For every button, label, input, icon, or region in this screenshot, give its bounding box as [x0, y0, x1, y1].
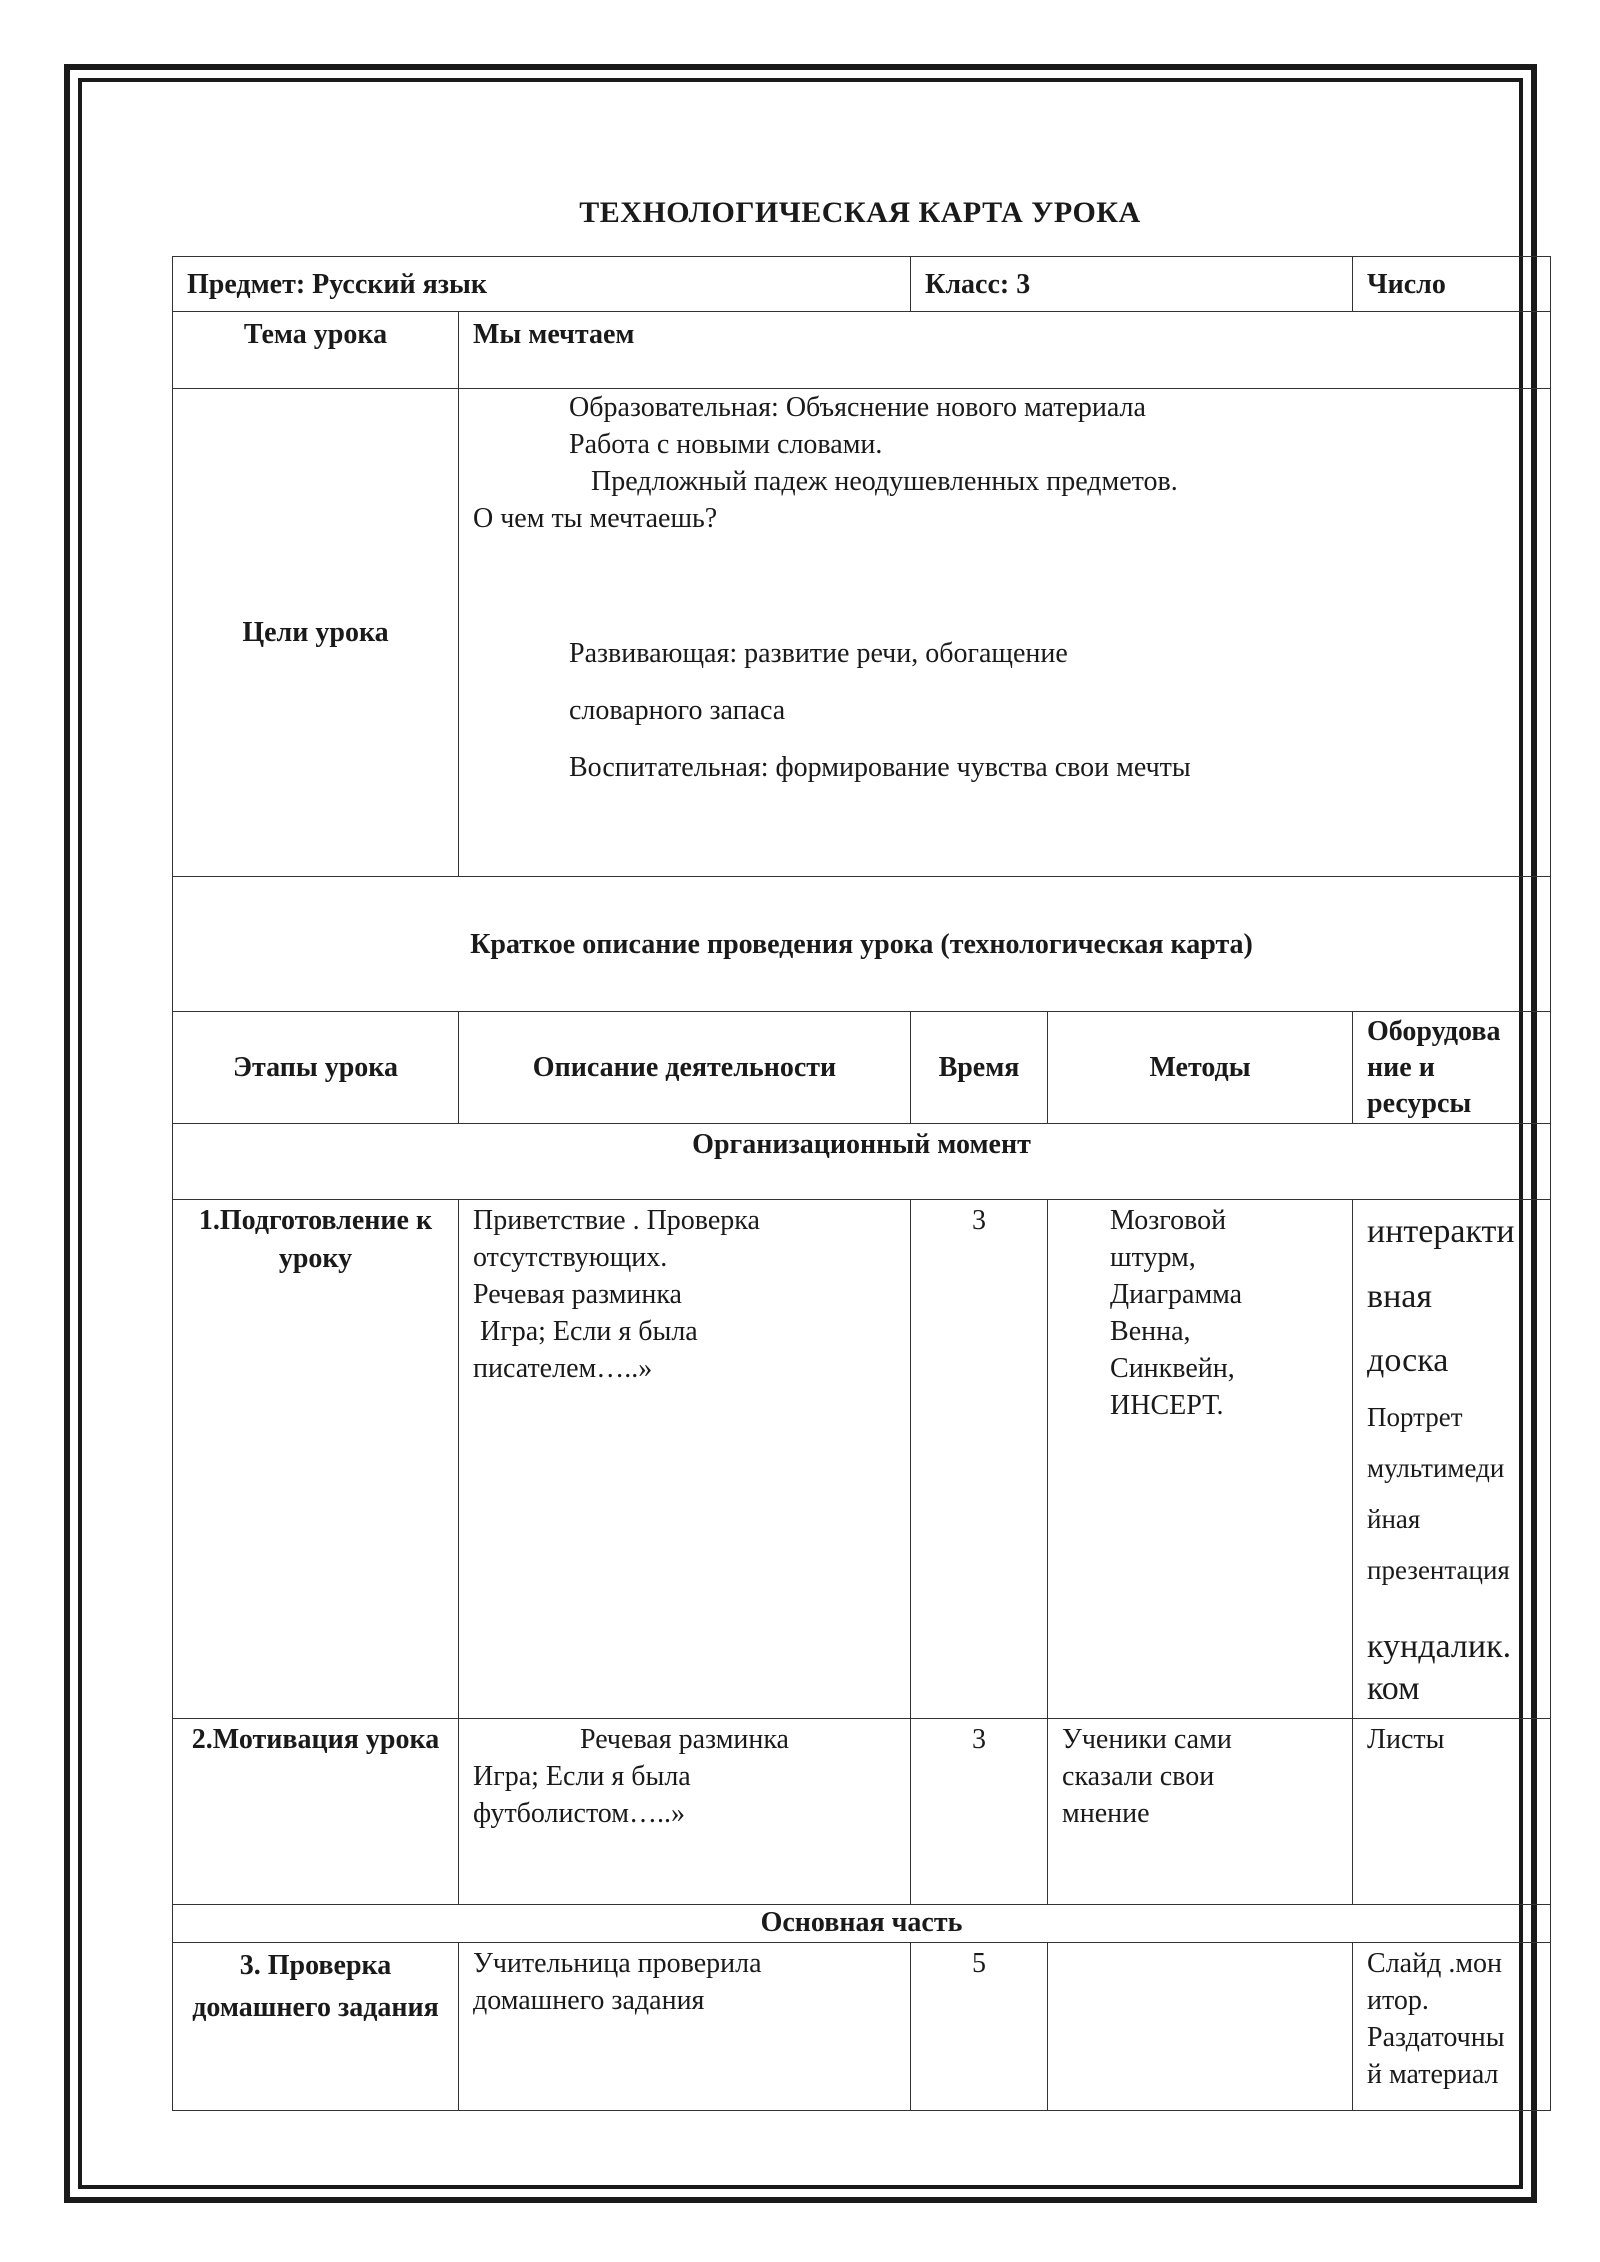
row1-resource-line: мультимеди [1367, 1453, 1505, 1483]
section-org-row [173, 1124, 1551, 1200]
row1-resource-spacer [1367, 1596, 1536, 1626]
row2-resources: Листы [1353, 1719, 1551, 1905]
row3-activity [459, 1943, 911, 2111]
row1-method-line: штурм, [1110, 1242, 1196, 1273]
row1-resource-line: кундалик. [1367, 1628, 1512, 1665]
row3-resource-line: й материал [1367, 2059, 1499, 2090]
table-row [173, 1943, 1551, 2111]
row3-activity-line: Учительница проверила [473, 1948, 762, 1979]
row1-activity-line: Приветствие . Проверка [473, 1205, 760, 1236]
row2-time: 3 [911, 1719, 1048, 1905]
grade-cell: Класс: 3 [911, 257, 1353, 312]
section-org: Организационный момент [173, 1124, 1551, 1200]
row1-activity [459, 1200, 911, 1719]
topic-row [173, 312, 1551, 389]
goal-question: О чем ты мечтаешь? [473, 503, 718, 534]
row1-method-line: Диаграмма [1110, 1279, 1243, 1310]
row2-stage: 2.Мотивация урока [173, 1719, 459, 1905]
goals-spacer [473, 537, 1536, 625]
row1-method-line: Синквейн, [1110, 1353, 1235, 1384]
row2-activity-line: футболистом…..» [473, 1798, 685, 1829]
row3-activity-line: домашнего задания [473, 1985, 705, 2016]
summary-row [173, 877, 1551, 1012]
topic-value: Мы мечтаем [459, 312, 1551, 389]
column-header-row [173, 1012, 1551, 1124]
row3-resource-line: итор. [1367, 1985, 1429, 2016]
goal-educational: Образовательная: Объяснение нового материала [569, 392, 1146, 423]
row1-resource-line: ком [1367, 1670, 1420, 1707]
row3-stage: 3. Проверка домашнего задания [173, 1943, 459, 2111]
section-main: Основная часть [173, 1905, 1551, 1943]
col-resources: Оборудова ние и ресурсы [1353, 1012, 1551, 1124]
row1-activity-line: Речевая разминка [473, 1279, 682, 1310]
row3-time: 5 [911, 1943, 1048, 2111]
goal-developing: Развивающая: развитие речи, обогащение [569, 638, 1068, 669]
col-time: Время [911, 1012, 1048, 1124]
table-row [173, 1719, 1551, 1905]
row3-methods [1048, 1943, 1353, 2111]
row1-method-line: Венна, [1110, 1316, 1191, 1347]
row1-method-line: Мозговой [1110, 1205, 1227, 1236]
row2-activity-line: Речевая разминка [580, 1724, 789, 1755]
col-stage: Этапы урока [173, 1012, 459, 1124]
goals-label: Цели урока [173, 389, 459, 877]
section-main-row [173, 1905, 1551, 1943]
row1-stage: 1.Подготовление к уроку [173, 1200, 459, 1719]
col-methods: Методы [1048, 1012, 1353, 1124]
goal-case: Предложный падеж неодушевленных предметов. [591, 466, 1178, 497]
row3-resource-line: Слайд .мон [1367, 1948, 1503, 1979]
date-cell: Число [1353, 257, 1551, 312]
row1-resource-line: доска [1367, 1342, 1449, 1379]
row1-time: 3 [911, 1200, 1048, 1719]
goal-upbringing: Воспитательная: формирование чувства свои мечты [569, 752, 1191, 783]
row1-activity-line: Игра; Если я была [473, 1316, 698, 1347]
row1-method-line: ИНСЕРТ. [1110, 1390, 1224, 1421]
row1-resources [1353, 1200, 1551, 1719]
row1-resource-line: презентация [1367, 1555, 1510, 1585]
row2-activity-line: Игра; Если я была [473, 1761, 691, 1792]
row1-resource-line: вная [1367, 1278, 1432, 1315]
lesson-table [172, 256, 1551, 2111]
row2-activity [459, 1719, 911, 1905]
goals-row [173, 389, 1551, 877]
summary-heading: Краткое описание проведения урока (технологическая карта) [173, 877, 1551, 1012]
row1-resource-line: интеракти [1367, 1213, 1515, 1250]
row1-methods [1048, 1200, 1353, 1719]
row1-activity-line: писателем…..» [473, 1353, 653, 1384]
document-title: ТЕХНОЛОГИЧЕСКАЯ КАРТА УРОКА [579, 196, 1141, 229]
row1-resource-line: Портрет [1367, 1402, 1463, 1432]
row2-method-line: Ученики сами [1062, 1724, 1232, 1755]
row2-methods [1048, 1719, 1353, 1905]
topic-label: Тема урока [173, 312, 459, 389]
row3-resources [1353, 1943, 1551, 2111]
row3-resource-line: Раздаточны [1367, 2022, 1505, 2053]
row1-resource-line: йная [1367, 1504, 1421, 1534]
row2-method-line: мнение [1062, 1798, 1150, 1829]
table-row [173, 1200, 1551, 1719]
subject-cell: Предмет: Русский язык [173, 257, 911, 312]
row1-activity-line: отсутствующих. [473, 1242, 668, 1273]
goal-new-words: Работа с новыми словами. [569, 429, 883, 460]
row2-method-line: сказали свои [1062, 1761, 1215, 1792]
header-row [173, 257, 1551, 312]
goal-vocabulary: словарного запаса [569, 695, 786, 726]
goals-content [459, 389, 1551, 877]
col-activity: Описание деятельности [459, 1012, 911, 1124]
